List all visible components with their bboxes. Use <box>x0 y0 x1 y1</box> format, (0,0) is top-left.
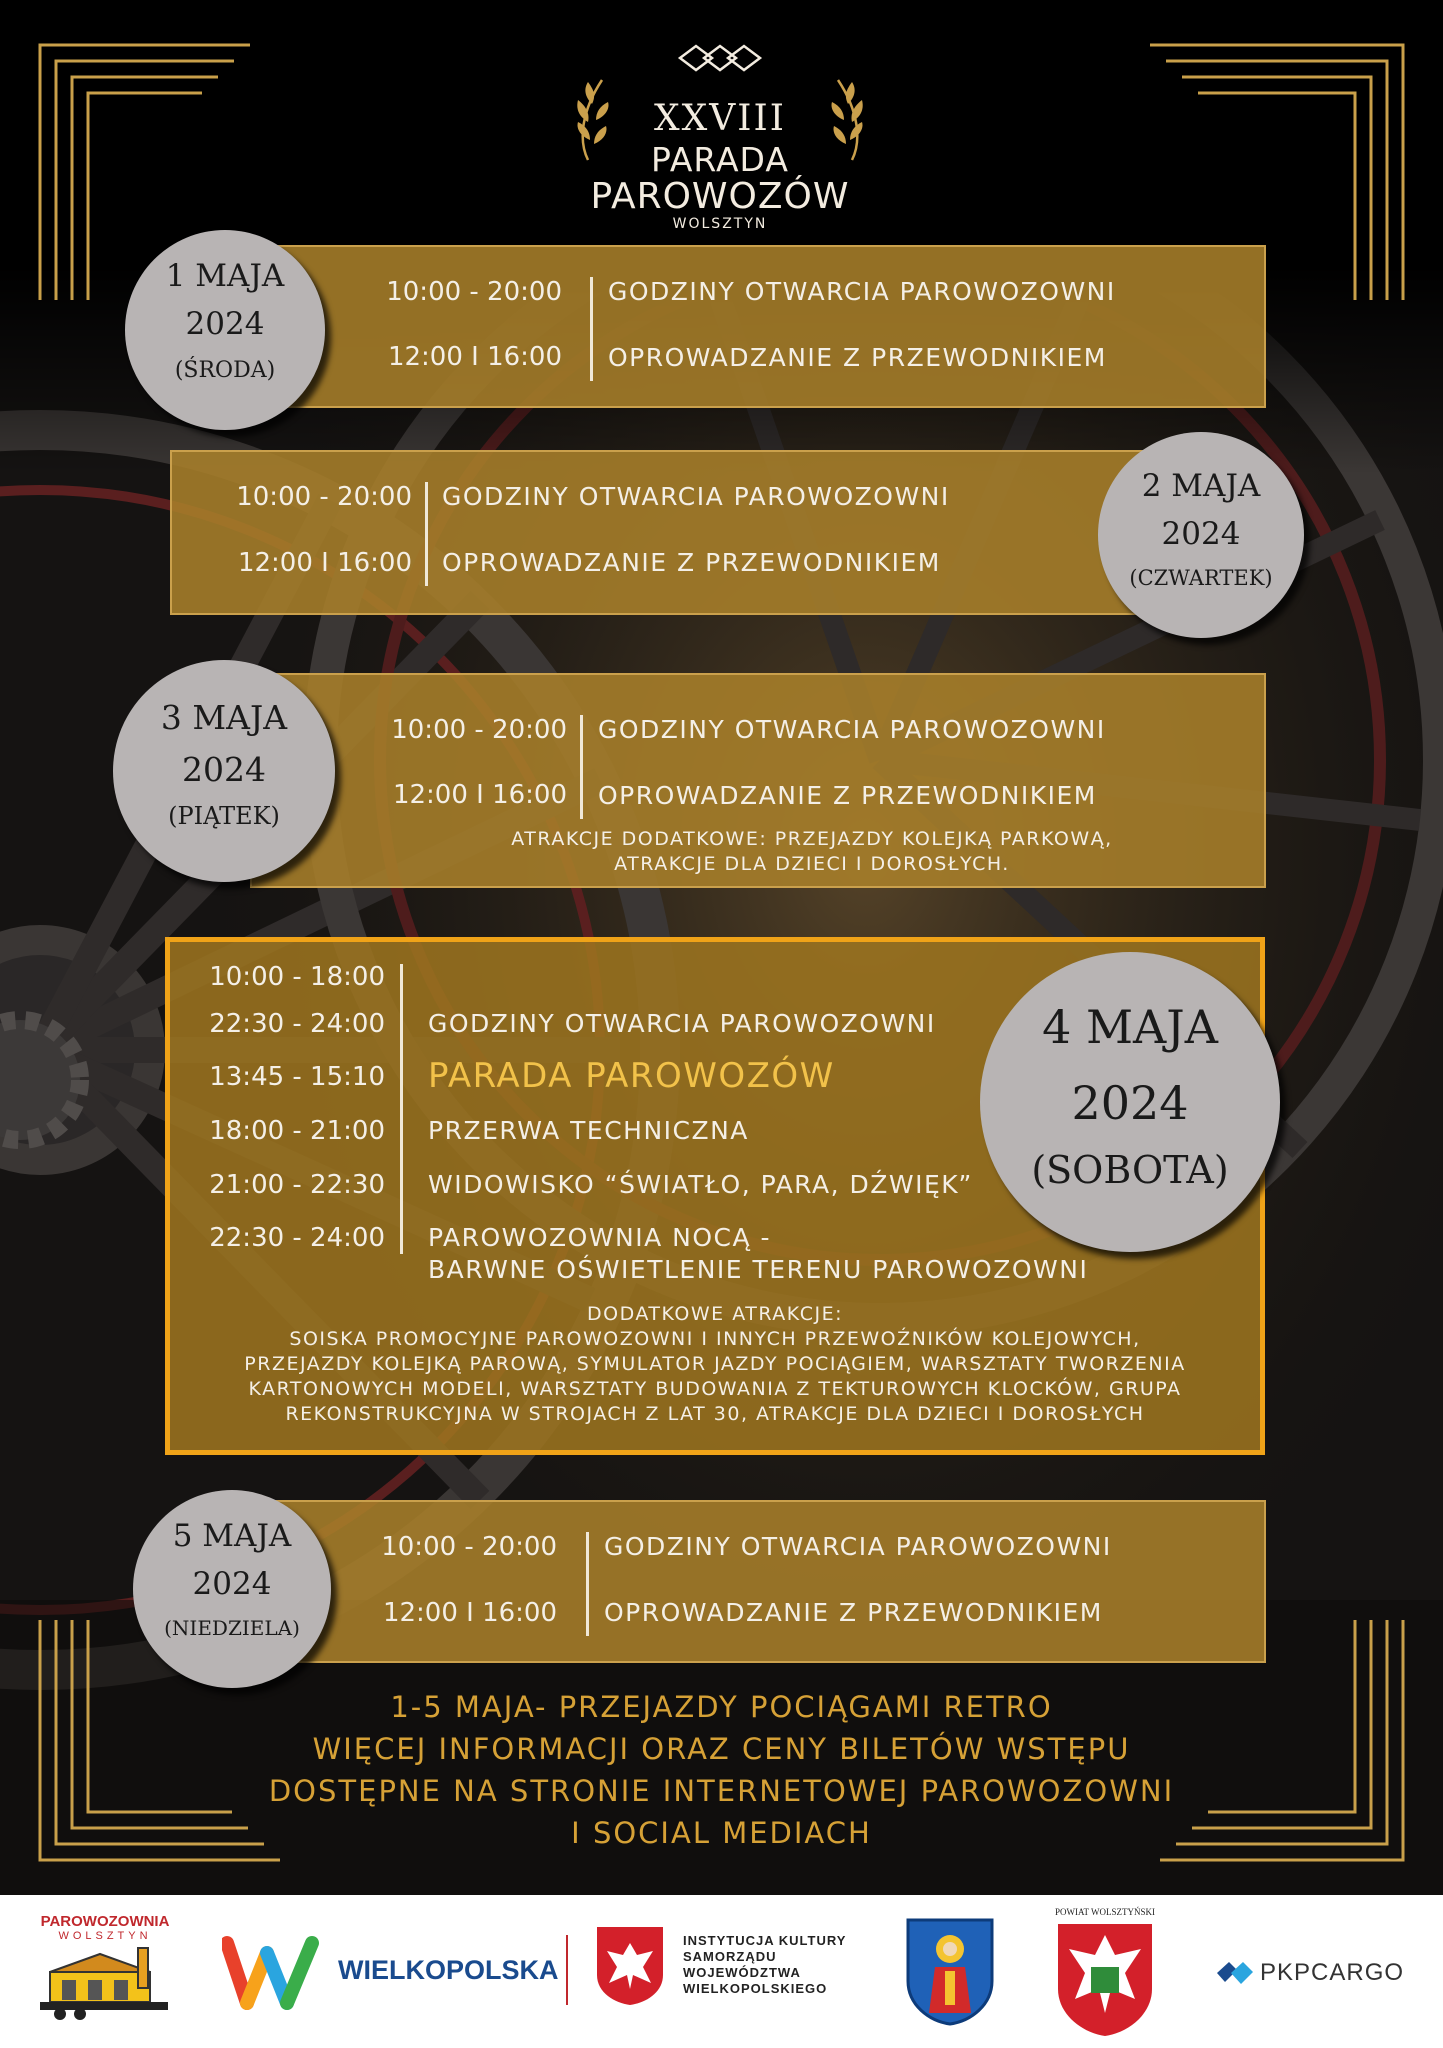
locomotive-shed-icon <box>40 1942 170 2022</box>
time-day5-row1: 10:00 - 20:00 <box>381 1532 557 1562</box>
time-day1-row2: 12:00 I 16:00 <box>387 342 562 372</box>
year-day-5: 2024 <box>192 1566 272 1602</box>
parowozownia-logo-text-1: PAROWOZOWNIA <box>40 1913 170 1930</box>
date-badge-day-5 <box>133 1490 331 1688</box>
year-day-4: 2024 <box>1071 1076 1189 1130</box>
time-day5-row2: 12:00 I 16:00 <box>382 1598 557 1628</box>
divider <box>400 964 403 1254</box>
date-day-5: 5 MAJA <box>172 1518 292 1554</box>
pkp-cargo-icon <box>1215 1960 1255 1986</box>
time-day4-5: 21:00 - 22:30 <box>209 1170 385 1200</box>
instytucja-label <box>683 1933 846 1997</box>
time-day1-row1: 10:00 - 20:00 <box>386 277 562 307</box>
label-day4-4: WIDOWISKO “ŚWIATŁO, PARA, DŹWIĘK” <box>428 1170 973 1199</box>
time-day4-4: 18:00 - 21:00 <box>209 1116 385 1146</box>
weekday-day-2: (CZWARTEK) <box>1129 566 1273 590</box>
label-day2-row2: OPROWADZANIE Z PRZEWODNIKIEM <box>442 548 941 577</box>
label-day3-row1: GODZINY OTWARCIA PAROWOZOWNI <box>598 715 1106 744</box>
instytucja-line: SAMORZĄDU <box>683 1949 777 1964</box>
extra-attractions-day4 <box>180 1302 1250 1427</box>
label-day2-row1: GODZINY OTWARCIA PAROWOZOWNI <box>442 482 950 511</box>
date-day-3: 3 MAJA <box>160 698 288 737</box>
weekday-day-5: (NIEDZIELA) <box>164 1616 300 1640</box>
extra-attractions-day3 <box>472 827 1152 877</box>
date-day-2: 2 MAJA <box>1141 468 1261 504</box>
time-day4-3: 13:45 - 15:10 <box>209 1062 385 1092</box>
time-day2-row1: 10:00 - 20:00 <box>236 482 412 512</box>
powiat-coat-of-arms-icon <box>1055 1921 1155 2039</box>
wielkopolska-w-icon <box>222 1933 322 2013</box>
label-day4-3: PRZERWA TECHNICZNA <box>428 1116 749 1145</box>
divider <box>425 482 428 586</box>
time-day3-row2: 12:00 I 16:00 <box>392 780 567 810</box>
event-logo <box>520 40 920 240</box>
extra-line: ATRAKCJE DODATKOWE: PRZEJAZDY KOLEJKĄ PARKOWĄ, <box>511 828 1113 850</box>
footer-line: 1-5 MAJA- PRZEJAZDY POCIĄGAMI RETRO <box>390 1690 1053 1724</box>
edition-number: XXVIII <box>654 98 786 139</box>
year-day-3: 2024 <box>182 750 266 789</box>
extra-line: PRZEJAZDY KOLEJKĄ PAROWĄ, SYMULATOR JAZDY POCIĄGIEM, WARSZTATY TWORZENIA <box>244 1353 1186 1375</box>
weekday-day-4: (SOBOTA) <box>1031 1148 1229 1192</box>
time-day4-6: 22:30 - 24:00 <box>209 1223 385 1253</box>
date-badge-day-3 <box>113 660 335 882</box>
footer-line: WIĘCEJ INFORMACJI ORAZ CENY BILETÓW WSTĘPU <box>312 1732 1131 1766</box>
label-day4-1: GODZINY OTWARCIA PAROWOZOWNI <box>428 1009 936 1038</box>
day-1-box <box>250 245 1266 408</box>
powiat-label: POWIAT WOLSZTYŃSKI <box>1055 1907 1155 1917</box>
divider <box>590 277 593 381</box>
parowozownia-logo-text-2: WOLSZTYN <box>58 1930 152 1942</box>
divider <box>580 715 583 819</box>
label-day1-row1: GODZINY OTWARCIA PAROWOZOWNI <box>608 277 1116 306</box>
divider <box>586 1532 589 1636</box>
wielkopolska-label: WIELKOPOLSKA <box>338 1955 559 1985</box>
date-day-4: 4 MAJA <box>1042 1000 1218 1054</box>
instytucja-line: WIELKOPOLSKIEGO <box>683 1981 828 1996</box>
parowozownia-logo <box>40 1913 170 2033</box>
instytucja-line: INSTYTUCJA KULTURY <box>683 1933 847 1948</box>
footer-line: DOSTĘPNE NA STRONIE INTERNETOWEJ PAROWOZOWNI <box>268 1774 1175 1808</box>
label-day3-row2: OPROWADZANIE Z PRZEWODNIKIEM <box>598 781 1097 810</box>
location-label: WOLSZTYN <box>672 216 768 232</box>
year-day-1: 2024 <box>185 306 265 342</box>
year-day-2: 2024 <box>1161 516 1241 552</box>
label-day4-5: PAROWOZOWNIA NOCĄ - <box>428 1223 772 1252</box>
wolsztyn-coat-of-arms-icon <box>905 1917 995 2027</box>
eagle-coat-of-arms-icon <box>595 1925 665 2007</box>
label-day4-6: BARWNE OŚWIETLENIE TERENU PAROWOZOWNI <box>428 1255 1089 1284</box>
extra-line: DODATKOWE ATRAKCJE: <box>587 1303 843 1325</box>
label-day1-row2: OPROWADZANIE Z PRZEWODNIKIEM <box>608 343 1107 372</box>
label-day5-row2: OPROWADZANIE Z PRZEWODNIKIEM <box>604 1598 1103 1627</box>
label-day5-row1: GODZINY OTWARCIA PAROWOZOWNI <box>604 1532 1112 1561</box>
day-5-box <box>250 1500 1266 1663</box>
title-line-1: PARADA <box>651 140 789 179</box>
pkp-cargo-label: PKPCARGO <box>1260 1959 1405 1986</box>
date-badge-day-1 <box>125 230 325 430</box>
weekday-day-3: (PIĄTEK) <box>168 802 280 830</box>
label-day4-parade: PARADA PAROWOZÓW <box>428 1056 835 1096</box>
title-line-2: PAROWOZÓW <box>590 176 850 217</box>
date-badge-day-2 <box>1098 432 1304 638</box>
separator <box>566 1935 568 2005</box>
footer-line: I SOCIAL MEDIACH <box>571 1816 872 1850</box>
day-2-box <box>170 450 1170 615</box>
extra-line: KARTONOWYCH MODELI, WARSZTATY BUDOWANIA Z TEKTUROWYCH KLOCKÓW, GRUPA <box>248 1378 1182 1400</box>
time-day2-row2: 12:00 I 16:00 <box>237 548 412 578</box>
instytucja-line: WOJEWÓDZTWA <box>683 1965 801 1980</box>
weekday-day-1: (ŚRODA) <box>174 358 276 383</box>
time-day3-row1: 10:00 - 20:00 <box>391 715 567 745</box>
time-day4-2: 22:30 - 24:00 <box>209 1009 385 1039</box>
day-3-box <box>250 673 1266 888</box>
extra-line: SOISKA PROMOCYJNE PAROWOZOWNI I INNYCH PRZEWOŹNIKÓW KOLEJOWYCH, <box>289 1328 1141 1350</box>
date-badge-day-4 <box>980 952 1280 1252</box>
time-day4-1: 10:00 - 18:00 <box>209 962 385 992</box>
date-day-1: 1 MAJA <box>165 258 285 294</box>
extra-line: ATRAKCJE DLA DZIECI I DOROSŁYCH. <box>614 853 1010 875</box>
sponsors-strip <box>0 1895 1443 2048</box>
extra-line: REKONSTRUKCYJNA W STROJACH Z LAT 30, ATRAKCJE DLA DZIECI I DOROSŁYCH <box>285 1403 1145 1425</box>
footer-info <box>0 1686 1443 1854</box>
